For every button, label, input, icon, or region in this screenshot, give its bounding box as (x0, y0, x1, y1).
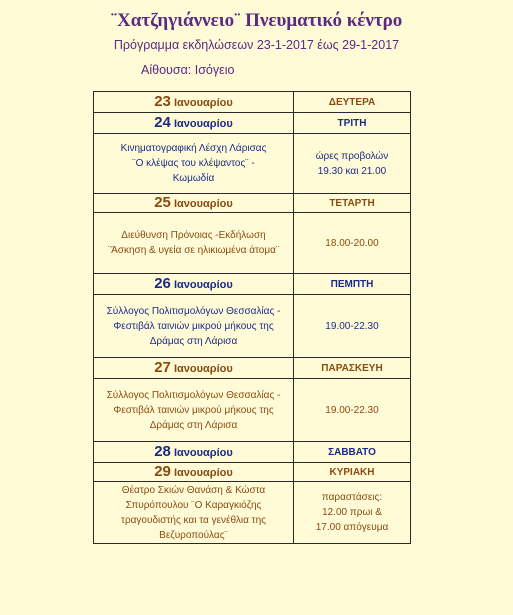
date-month: Ιανουαρίου (170, 96, 233, 109)
event-description: Σύλλογος Πολιτισμολόγων Θεσσαλίας - Φεστιβάλ ταινιών μικρού μήκους της Δράμας στη Λάρισα (94, 379, 294, 442)
schedule-period: Πρόγραμμα εκδηλώσεων 23-1-2017 έως 29-1-2017 (113, 38, 400, 52)
date-number: 24 (154, 113, 171, 131)
weekday-cell: ΚΥΡΙΑΚΗ (294, 463, 411, 482)
event-description: Διεύθυνση Πρόνοιας -Εκδήλωση ¨Άσκηση & υγεία σε ηλικιωμένα άτομα¨ (94, 213, 294, 274)
date-cell (94, 92, 294, 113)
date-row (94, 92, 411, 113)
weekday-cell: ΔΕΥΤΕΡΑ (294, 92, 411, 113)
event-time: 18.00-20.00 (294, 213, 411, 274)
event-time: 19.00-22.30 (294, 295, 411, 358)
date-month: Ιανουαρίου (170, 466, 233, 479)
weekday-cell: ΣΑΒΒΑΤΟ (294, 442, 411, 463)
date-number: 26 (154, 274, 171, 292)
date-month: Ιανουαρίου (170, 197, 233, 210)
date-number: 25 (154, 193, 171, 211)
date-month: Ιανουαρίου (170, 117, 233, 130)
date-row (94, 442, 411, 463)
weekday-cell: ΤΕΤΑΡΤΗ (294, 194, 411, 213)
date-cell (94, 358, 294, 379)
event-row (94, 213, 411, 274)
event-description: Θέατρο Σκιών Θανάση & Κώστα Σπυρόπουλου ¨Ο Καραγκιόζης τραγουδιστής και τα γενέθλια της Βεζυροπούλας¨ (94, 482, 294, 544)
event-time: ώρες προβολών 19.30 και 21.00 (294, 134, 411, 194)
schedule-body (94, 92, 411, 544)
date-cell (94, 463, 294, 482)
date-month: Ιανουαρίου (170, 446, 233, 459)
event-description: Σύλλογος Πολιτισμολόγων Θεσσαλίας - Φεστιβάλ ταινιών μικρού μήκους της Δράμας στη Λάρισα (94, 295, 294, 358)
date-number: 27 (154, 358, 171, 376)
event-row (94, 295, 411, 358)
weekday-cell: ΠΕΜΠΤΗ (294, 274, 411, 295)
date-row (94, 274, 411, 295)
schedule-table (93, 91, 411, 544)
date-row (94, 463, 411, 482)
date-cell (94, 274, 294, 295)
date-number: 29 (154, 462, 171, 480)
date-cell (94, 194, 294, 213)
weekday-cell: ΠΑΡΑΣΚΕΥΗ (294, 358, 411, 379)
event-time: παραστάσεις: 12.00 πρωι & 17.00 απόγευμα (294, 482, 411, 544)
hall-label: Αίθουσα: Ισόγειο (141, 63, 235, 77)
event-time: 19.00-22.30 (294, 379, 411, 442)
event-description: Κινηματογραφική Λέσχη Λάρισας ¨Ο κλέψας του κλέψαντος¨ - Κωμωδία (94, 134, 294, 194)
date-row (94, 358, 411, 379)
date-row (94, 113, 411, 134)
event-row (94, 482, 411, 544)
date-month: Ιανουαρίου (170, 278, 233, 291)
event-row (94, 134, 411, 194)
date-month: Ιανουαρίου (170, 362, 233, 375)
date-cell (94, 442, 294, 463)
date-number: 28 (154, 442, 171, 460)
event-row (94, 379, 411, 442)
date-row (94, 194, 411, 213)
date-cell (94, 113, 294, 134)
date-number: 23 (154, 92, 171, 110)
page-title: ¨Χατζηγιάννειο¨ Πνευματικό κέντρο (110, 10, 403, 31)
weekday-cell: ΤΡΙΤΗ (294, 113, 411, 134)
